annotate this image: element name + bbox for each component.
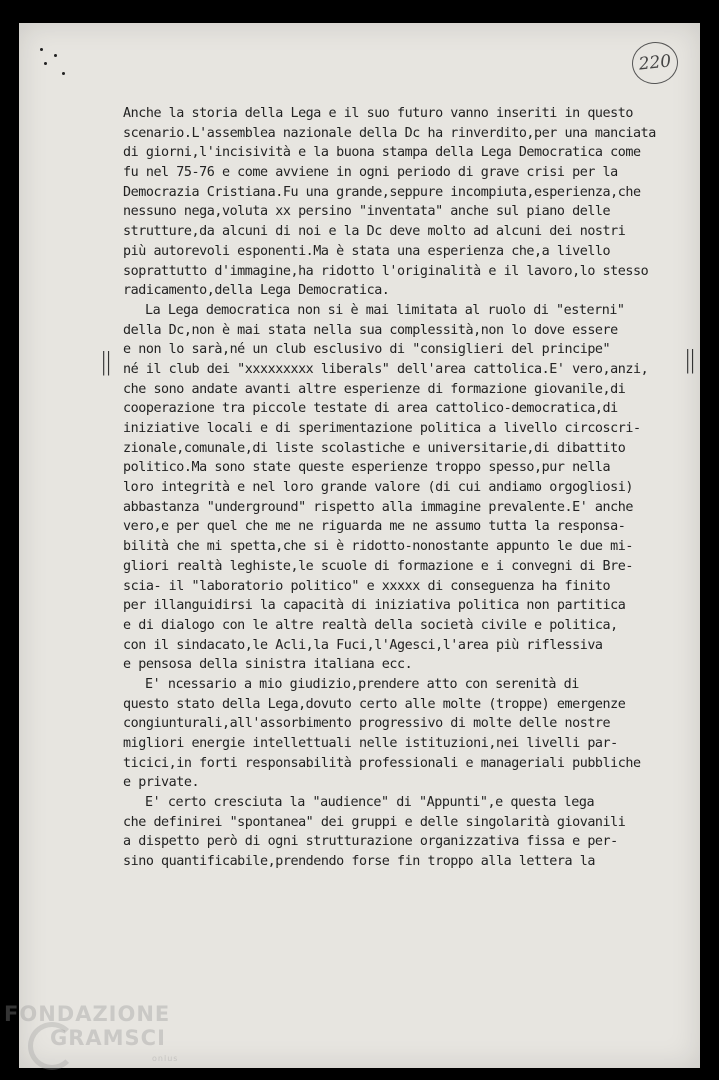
text-line: e non lo sarà,né un club esclusivo di "consiglieri del principe" [123, 342, 611, 358]
text-line: fu nel 75-76 e come avviene in ogni periodo di grave crisi per la [123, 165, 618, 181]
typed-text-body [123, 104, 683, 872]
text-line: iniziative locali e di sperimentazione politica a livello circoscri- [123, 421, 641, 436]
text-line: scia- il "laboratorio politico" e xxxxx di conseguenza ha finito [123, 578, 611, 594]
watermark-line-2: GRAMSCI [50, 1026, 166, 1050]
margin-mark-right: || [685, 346, 695, 374]
text-line: per illanguidirsi la capacità di iniziativa politica non partitica [123, 598, 626, 614]
text-line: sino quantificabile,prendendo forse fin troppo alla lettera la [123, 854, 595, 870]
text-line: nessuno nega,voluta xx persino "inventata" anche sul piano delle [123, 204, 611, 220]
text-line: congiunturali,all'assorbimento progressivo di molte delle nostre [123, 716, 611, 732]
margin-mark-left: || [101, 348, 111, 376]
text-line: con il sindacato,le Acli,la Fuci,l'Agesci,l'area più riflessiva [123, 637, 603, 653]
text-line: cooperazione tra piccole testate di area cattolico-democratica,di [123, 401, 618, 417]
text-line: bilità che mi spetta,che si è ridotto-nonostante appunto le due mi- [123, 539, 633, 555]
text-line: gliori realtà leghiste,le scuole di formazione e i convegni di Bre- [123, 558, 633, 574]
text-line: che sono andate avanti altre esperienze di formazione giovanile,di [123, 381, 626, 397]
text-line: questo stato della Lega,dovuto certo alle molte (troppe) emergenze [123, 696, 626, 712]
text-line: radicamento,della Lega Democratica. [123, 283, 390, 299]
text-line: della Dc,non è mai stata nella sua complessità,non lo dove essere [123, 322, 618, 338]
page-number-stamp: 220 [630, 40, 680, 87]
text-line: E' certo cresciuta la "audience" di "Appunti",e questa lega [145, 795, 595, 811]
text-line: e di dialogo con le altre realtà della società civile e politica, [123, 617, 618, 633]
text-line: scenario.L'assemblea nazionale della Dc ha rinverdito,per una manciata [123, 125, 656, 141]
text-line: zionale,comunale,di liste scolastiche e universitarie,di dibattito [123, 440, 626, 456]
text-line: Anche la storia della Lega e il suo futuro vanno inseriti in questo [123, 106, 633, 121]
text-line: Democrazia Cristiana.Fu una grande,seppure incompiuta,esperienza,che [123, 184, 641, 200]
text-line: politico.Ma sono state queste esperienze troppo spesso,pur nella [123, 460, 611, 476]
text-line: loro integrità e nel loro grande valore (di cui andiamo orgogliosi) [123, 480, 633, 496]
text-line: abbastanza "underground" rispetto alla immagine prevalente.E' anche [123, 499, 633, 515]
text-line: E' ncessario a mio giudizio,prendere atto con serenità di [145, 676, 579, 692]
text-line: a dispetto però di ogni strutturazione organizzativa fissa e per- [123, 834, 618, 850]
text-line: né il club dei "xxxxxxxxx liberals" dell'area cattolica.E' vero,anzi, [123, 361, 649, 377]
text-line: e pensosa della sinistra italiana ecc. [123, 657, 413, 673]
text-line: più autorevoli esponenti.Ma è stata una esperienza che,a livello [123, 243, 611, 259]
watermark-line-3: onlus [152, 1054, 179, 1063]
text-line: strutture,da alcuni di noi e la Dc deve molto ad alcuni dei nostri [123, 224, 626, 240]
text-line: di giorni,l'incisività e la buona stampa della Lega Democratica come [123, 145, 641, 161]
text-line: che definirei "spontanea" dei gruppi e delle singolarità giovanili [123, 814, 626, 830]
text-line: e private. [123, 775, 200, 791]
text-line: vero,e per quel che me ne riguarda me ne assumo tutta la responsa- [123, 519, 626, 535]
watermark-line-1: FONDAZIONE [4, 1002, 171, 1026]
text-line: La Lega democratica non si è mai limitata al ruolo di "esterni" [145, 302, 625, 318]
text-line: ticici,in forti responsabilità professionali e manageriali pubbliche [123, 755, 641, 771]
watermark [4, 1002, 179, 1063]
text-line: soprattutto d'immagine,ha ridotto l'originalità e il lavoro,lo stesso [123, 263, 649, 279]
text-line: migliori energie intellettuali nelle istituzioni,nei livelli par- [123, 736, 618, 751]
